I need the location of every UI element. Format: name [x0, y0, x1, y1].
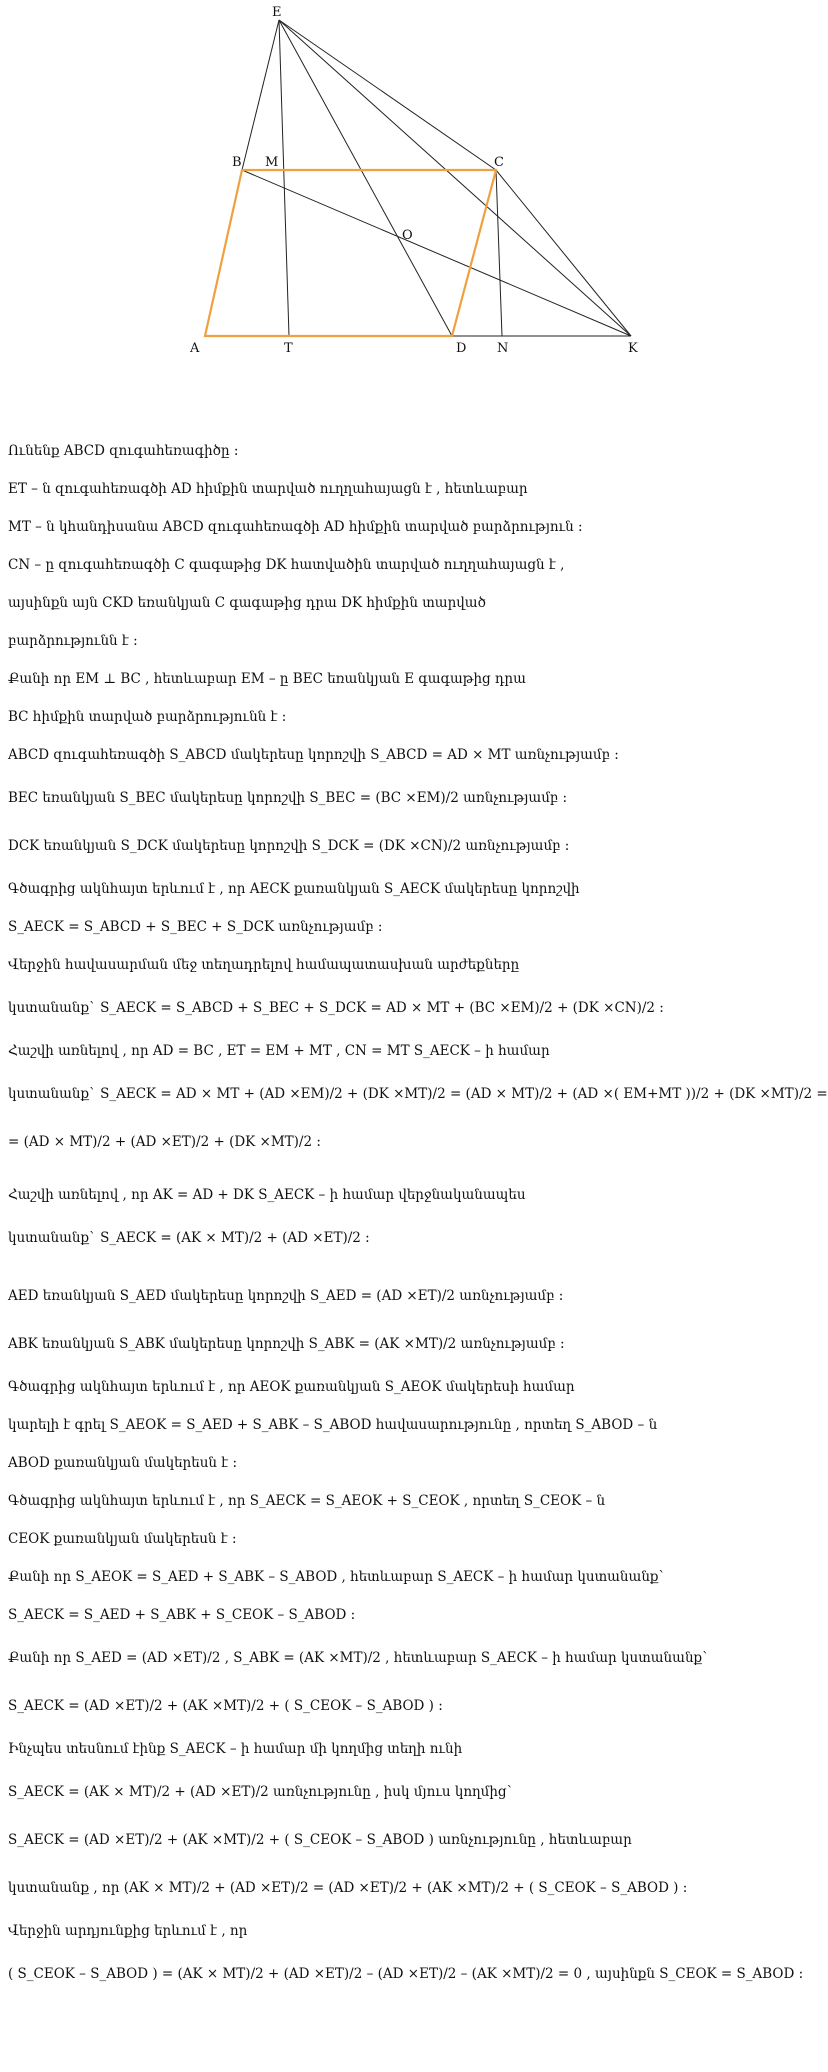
text-line: = (AD × MT)/2 + (AD ×ET)/2 + (DK ×MT)/2 :: [8, 1134, 321, 1150]
text-line: ABK եռանկյան S_ABK մակերեսը կորոշվի S_ABK = (AK ×MT)/2 առնչությամբ :: [8, 1336, 565, 1352]
line-ED: [279, 20, 452, 336]
text-line: Քանի որ S_AED = (AD ×ET)/2 , S_ABK = (AK ×MT)/2 , հետևաբար S_AECK – ի համար կստանանք`: [8, 1650, 709, 1666]
geometry-figure: [0, 0, 714, 380]
text-line: ( S_CEOK – S_ABOD ) = (AK × MT)/2 + (AD ×ET)/2 – (AD ×ET)/2 – (AK ×MT)/2 = 0 , այսինքն S_CEOK = S_ABOD :: [8, 1966, 804, 1982]
solution-text: [8, 432, 828, 1998]
text-line: CEOK քառանկյան մակերեսն է :: [8, 1531, 237, 1547]
label-O: O: [402, 228, 413, 243]
text-line: ET – ն զուգահեռագծի AD հիմքին տարված ուղղահայացն է , հետևաբար: [8, 481, 528, 497]
label-A: A: [190, 341, 200, 356]
point-labels: [189, 5, 638, 356]
text-line: Գծագրից ակնհայտ երևում է , որ S_AECK = S_AEOK + S_CEOK , որտեղ S_CEOK – ն: [8, 1493, 606, 1509]
text-line: Ունենք ABCD զուգահեռագիծը :: [8, 443, 239, 459]
line-EK: [279, 20, 631, 336]
text-line: այսինքն այն CKD եռանկյան C գագաթից դրա DK հիմքին տարված: [8, 595, 486, 611]
text-line: DCK եռանկյան S_DCK մակերեսը կորոշվի S_DCK = (DK ×CN)/2 առնչությամբ :: [8, 838, 570, 854]
line-BK: [242, 170, 631, 336]
text-line: Քանի որ S_AEOK = S_AED + S_ABK – S_ABOD , հետևաբար S_AECK – ի համար կստանանք`: [8, 1569, 666, 1585]
text-line: Վերջին հավասարման մեջ տեղադրելով համապատասխան արժեքները: [8, 957, 520, 973]
text-line: Հաշվի առնելով , որ AK = AD + DK S_AECK – ի համար վերջնականապես: [8, 1187, 526, 1203]
text-line: S_AECK = S_AED + S_ABK + S_CEOK – S_ABOD :: [8, 1607, 356, 1623]
text-line: բարձրությունն է :: [8, 633, 138, 649]
line-ET: [279, 20, 289, 336]
text-line: կստանանք` S_AECK = S_ABCD + S_BEC + S_DCK = AD × MT + (BC ×EM)/2 + (DK ×CN)/2 :: [8, 1000, 664, 1016]
text-line: կստանանք` S_AECK = AD × MT + (AD ×EM)/2 + (DK ×MT)/2 = (AD × MT)/2 + (AD ×( EM+MT ))/2 + (DK ×MT)/2 =: [8, 1086, 828, 1102]
text-line: Վերջին արդյունքից երևում է , որ: [8, 1923, 248, 1939]
label-K: K: [628, 341, 638, 356]
label-D: D: [456, 341, 467, 356]
label-N: N: [497, 341, 509, 356]
text-line: BC հիմքին տարված բարձրությունն է :: [8, 709, 287, 725]
text-line: MT – ն կհանդիսանա ABCD զուգահեռագծի AD հիմքին տարված բարձրություն :: [8, 519, 583, 535]
text-line: կստանանք` S_AECK = (AK × MT)/2 + (AD ×ET)/2 :: [8, 1230, 370, 1246]
line-CK: [496, 170, 631, 336]
label-M: M: [265, 155, 279, 170]
line-CN: [496, 170, 502, 336]
label-E: E: [272, 5, 282, 20]
text-line: BEC եռանկյան S_BEC մակերեսը կորոշվի S_BEC = (BC ×EM)/2 առնչությամբ :: [8, 790, 568, 806]
text-line: կստանանք , որ (AK × MT)/2 + (AD ×ET)/2 = (AD ×ET)/2 + (AK ×MT)/2 + ( S_CEOK – S_ABOD ) :: [8, 1880, 688, 1896]
label-B: B: [232, 155, 242, 170]
text-line: Քանի որ EM ⊥ BC , հետևաբար EM – ը BEC եռանկյան E գագաթից դրա: [8, 671, 526, 687]
line-EC: [279, 20, 496, 170]
text-line: S_AECK = (AD ×ET)/2 + (AK ×MT)/2 + ( S_CEOK – S_ABOD ) առնչությունը , հետևաբար: [8, 1832, 632, 1848]
text-line: S_AECK = S_ABCD + S_BEC + S_DCK առնչությամբ :: [8, 919, 383, 935]
text-line: Հաշվի առնելով , որ AD = BC , ET = EM + MT , CN = MT S_AECK – ի համար: [8, 1043, 550, 1059]
text-line: S_AECK = (AD ×ET)/2 + (AK ×MT)/2 + ( S_CEOK – S_ABOD ) :: [8, 1698, 443, 1714]
text-line: կարելի է գրել S_AEOK = S_AED + S_ABK – S_ABOD հավասարությունը , որտեղ S_ABOD – ն: [8, 1417, 658, 1433]
text-line: CN – ը զուգահեռագծի C գագաթից DK հատվածին տարված ուղղահայացն է ,: [8, 557, 565, 573]
text-line: ABCD զուգահեռագծի S_ABCD մակերեսը կորոշվի S_ABCD = AD × MT առնչությամբ :: [8, 747, 619, 763]
text-line: Գծագրից ակնհայտ երևում է , որ AEOK քառանկյան S_AEOK մակերեսի համար: [8, 1379, 575, 1395]
text-line: S_AECK = (AK × MT)/2 + (AD ×ET)/2 առնչությունը , իսկ մյուս կողմից`: [8, 1784, 514, 1800]
line-EB: [242, 20, 279, 170]
parallelogram-ABCD: [205, 170, 496, 336]
text-line: Գծագրից ակնհայտ երևում է , որ AECK քառանկյան S_AECK մակերեսը կորոշվի: [8, 881, 580, 897]
text-line: Ինչպես տեսնում էինք S_AECK – ի համար մի կողմից տեղի ունի: [8, 1741, 463, 1757]
text-line: AED եռանկյան S_AED մակերեսը կորոշվի S_AED = (AD ×ET)/2 առնչությամբ :: [8, 1288, 564, 1304]
auxiliary-lines: [242, 20, 631, 336]
label-T: T: [284, 341, 293, 356]
text-line: ABOD քառանկյան մակերեսն է :: [8, 1455, 238, 1471]
label-C: C: [494, 155, 504, 170]
